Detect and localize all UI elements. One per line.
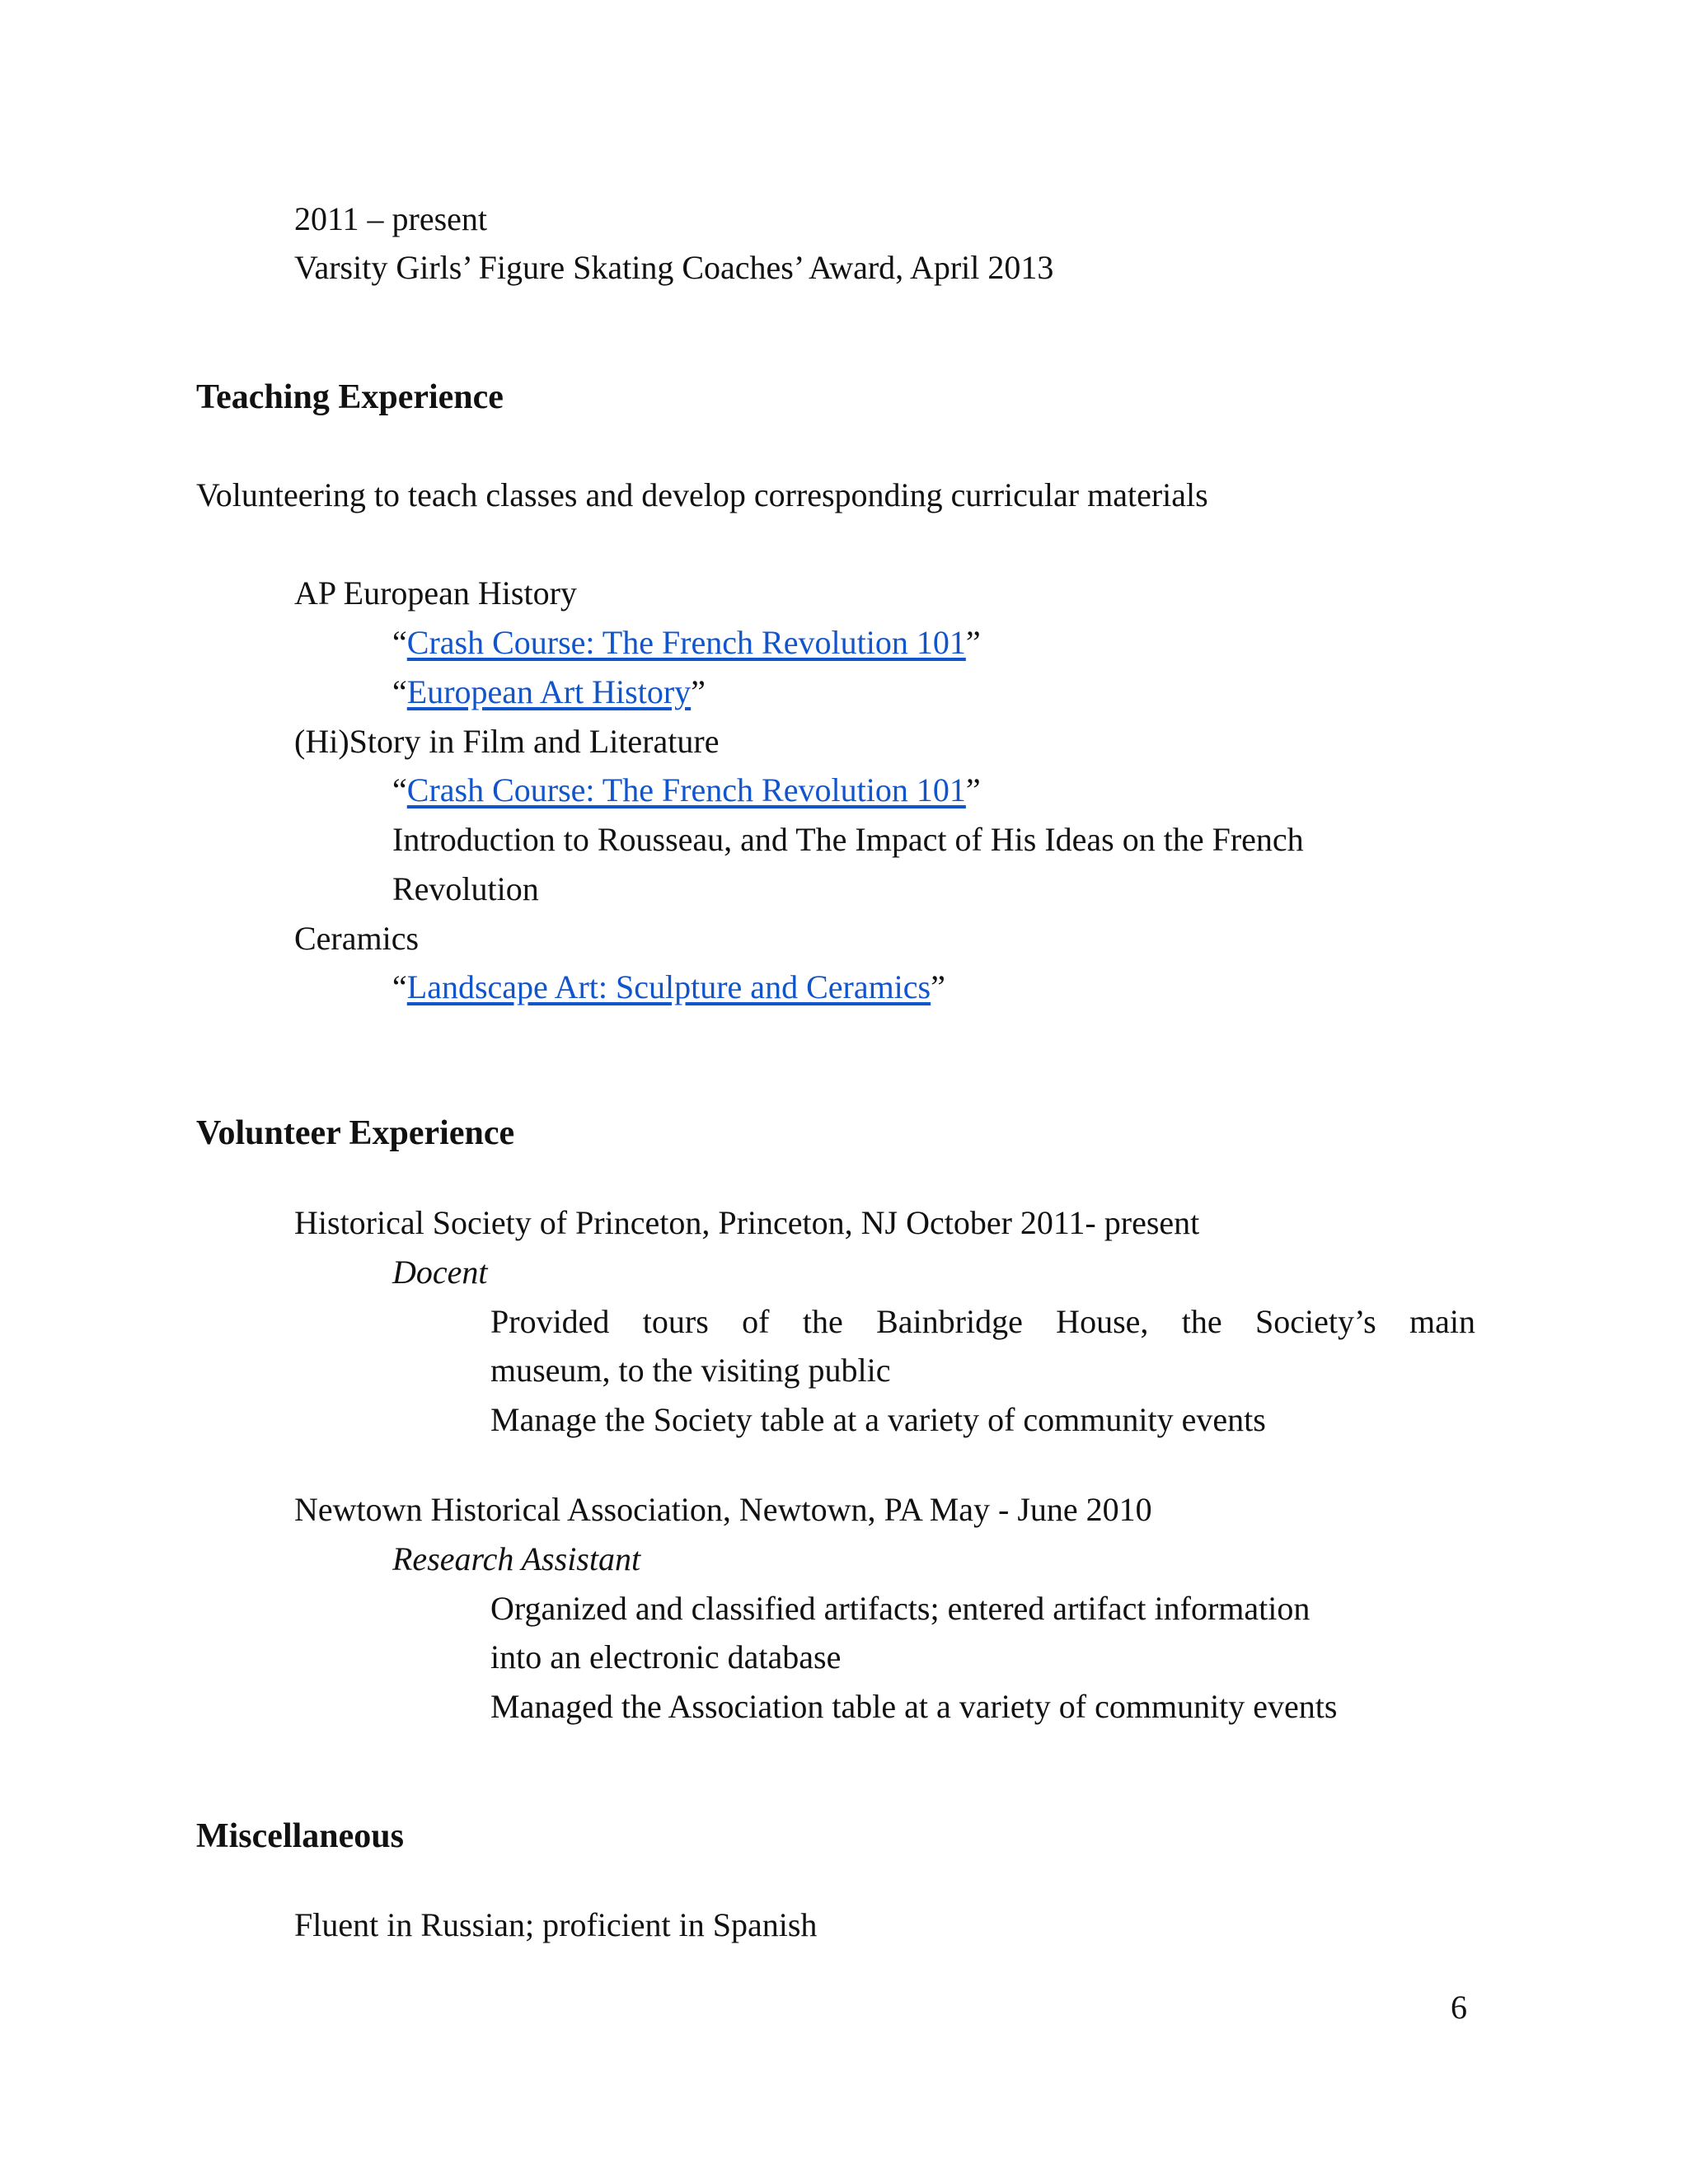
- volunteer-org: Historical Society of Princeton, Princeton, NJ October 2011- present: [294, 1204, 1200, 1241]
- volunteer-duty: Organized and classified artifacts; entered artifact information: [490, 1590, 1311, 1627]
- course-link[interactable]: Crash Course: The French Revolution 101: [406, 771, 966, 808]
- course-name: AP European History: [294, 574, 577, 612]
- course-item: Introduction to Rousseau, and The Impact of His Ideas on the French: [392, 821, 1304, 858]
- volunteer-duty: Managed the Association table at a variety of community events: [490, 1688, 1338, 1725]
- volunteer-duty: Manage the Society table at a variety of community events: [490, 1401, 1266, 1438]
- course-name: (Hi)Story in Film and Literature: [294, 723, 720, 760]
- teaching-intro: Volunteering to teach classes and develop corresponding curricular materials: [196, 476, 1208, 513]
- section-heading-volunteer: Volunteer Experience: [196, 1114, 515, 1152]
- volunteer-duty-continued: into an electronic database: [490, 1638, 842, 1675]
- volunteer-duty-continued: museum, to the visiting public: [490, 1352, 891, 1389]
- course-item: “Crash Course: The French Revolution 101”: [392, 771, 981, 808]
- course-item-continued: Revolution: [392, 870, 539, 907]
- volunteer-role: Research Assistant: [392, 1540, 641, 1577]
- section-heading-misc: Miscellaneous: [196, 1817, 404, 1855]
- misc-text: Fluent in Russian; proficient in Spanish: [294, 1906, 818, 1943]
- section-heading-teaching: Teaching Experience: [196, 378, 504, 416]
- course-item: “Crash Course: The French Revolution 101”: [392, 624, 981, 661]
- course-link[interactable]: European Art History: [406, 673, 692, 710]
- course-item: “European Art History”: [392, 673, 706, 710]
- volunteer-duty: Provided tours of the Bainbridge House, the Society’s main: [490, 1303, 1475, 1340]
- course-link[interactable]: Crash Course: The French Revolution 101: [406, 624, 966, 661]
- volunteer-role: Docent: [392, 1254, 488, 1291]
- page-number: 6: [1451, 1989, 1467, 2026]
- course-link[interactable]: Landscape Art: Sculpture and Ceramics: [406, 968, 931, 1005]
- award-line: Varsity Girls’ Figure Skating Coaches’ Award, April 2013: [294, 249, 1054, 286]
- activity-dates: 2011 – present: [294, 200, 488, 237]
- course-item: “Landscape Art: Sculpture and Ceramics”: [392, 968, 945, 1005]
- course-name: Ceramics: [294, 920, 420, 957]
- volunteer-org: Newtown Historical Association, Newtown, PA May - June 2010: [294, 1491, 1152, 1528]
